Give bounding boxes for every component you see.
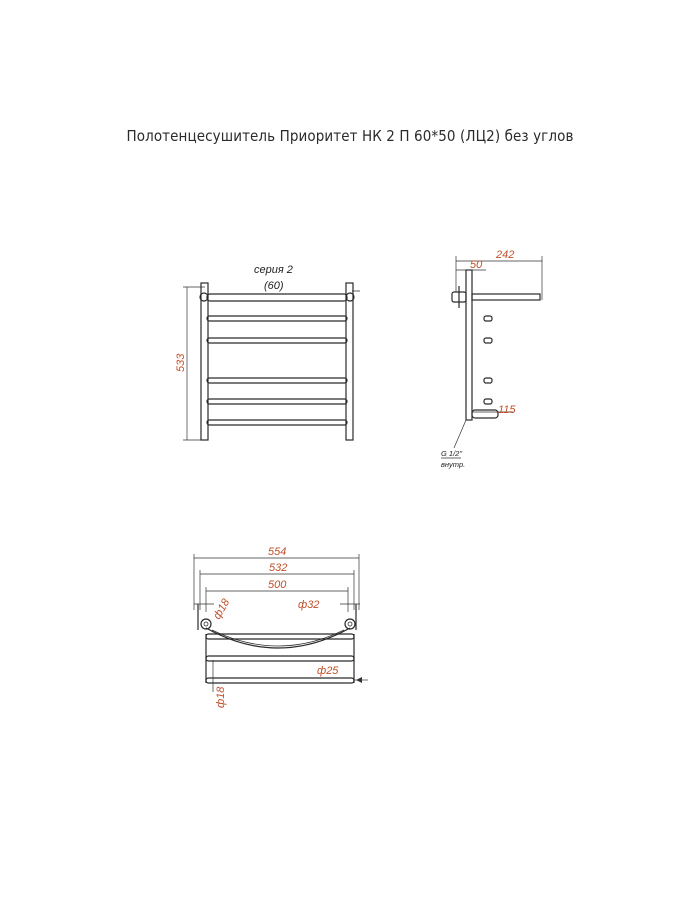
top-shelf-3: [206, 678, 354, 683]
side-rung-3: [484, 378, 492, 383]
side-collector: [466, 270, 472, 420]
top-shelf-2: [206, 656, 354, 661]
left-collector: [201, 283, 208, 440]
right-connector-inner: [348, 622, 352, 626]
thread-note: внутр.: [441, 460, 466, 469]
left-connector-outer: [201, 619, 211, 629]
side-rung-2: [484, 338, 492, 343]
side-rung-4: [484, 399, 492, 404]
top-arc-inner: [212, 630, 344, 646]
dia-main: ф32: [298, 599, 320, 611]
top-view: [194, 546, 368, 708]
thread-label: G 1/2": [441, 449, 463, 458]
side-bottom-outlet: [472, 410, 498, 418]
rung-4: [207, 399, 347, 404]
width-outer-text: 554: [268, 546, 287, 558]
dia-conn-top: ф18: [211, 596, 233, 622]
width-mid-text: 532: [269, 562, 288, 574]
top-rail: [207, 294, 347, 301]
rung-1: [207, 316, 347, 321]
width-inner-text: 500: [268, 579, 287, 591]
top-arc: [206, 628, 350, 648]
rung-3: [207, 378, 347, 383]
front-view: [175, 264, 360, 440]
bottom-dim-text: 115: [498, 404, 516, 416]
offset-dim-text: 50: [470, 259, 483, 271]
dia-shelf: ф25: [317, 665, 339, 677]
series-label: серия 2: [254, 264, 293, 276]
depth-dim-text: 242: [496, 249, 515, 261]
shelf-arrow-head: [356, 677, 362, 683]
right-collector: [346, 283, 353, 440]
series-size: (60): [264, 280, 284, 292]
thread-leader: [454, 420, 466, 448]
rung-5: [207, 420, 347, 425]
side-view: [441, 249, 542, 469]
side-rung-1: [484, 316, 492, 321]
right-connector-outer: [345, 619, 355, 629]
left-connector-inner: [204, 622, 208, 626]
drawing-title: Полотенцесушитель Приоритет НК 2 П 60*50 (ЛЦ2) без углов: [126, 127, 574, 145]
rung-2: [207, 338, 347, 343]
side-shelf: [472, 294, 540, 300]
dia-conn-bottom: ф18: [215, 686, 227, 708]
height-dim-text: 533: [175, 353, 187, 372]
